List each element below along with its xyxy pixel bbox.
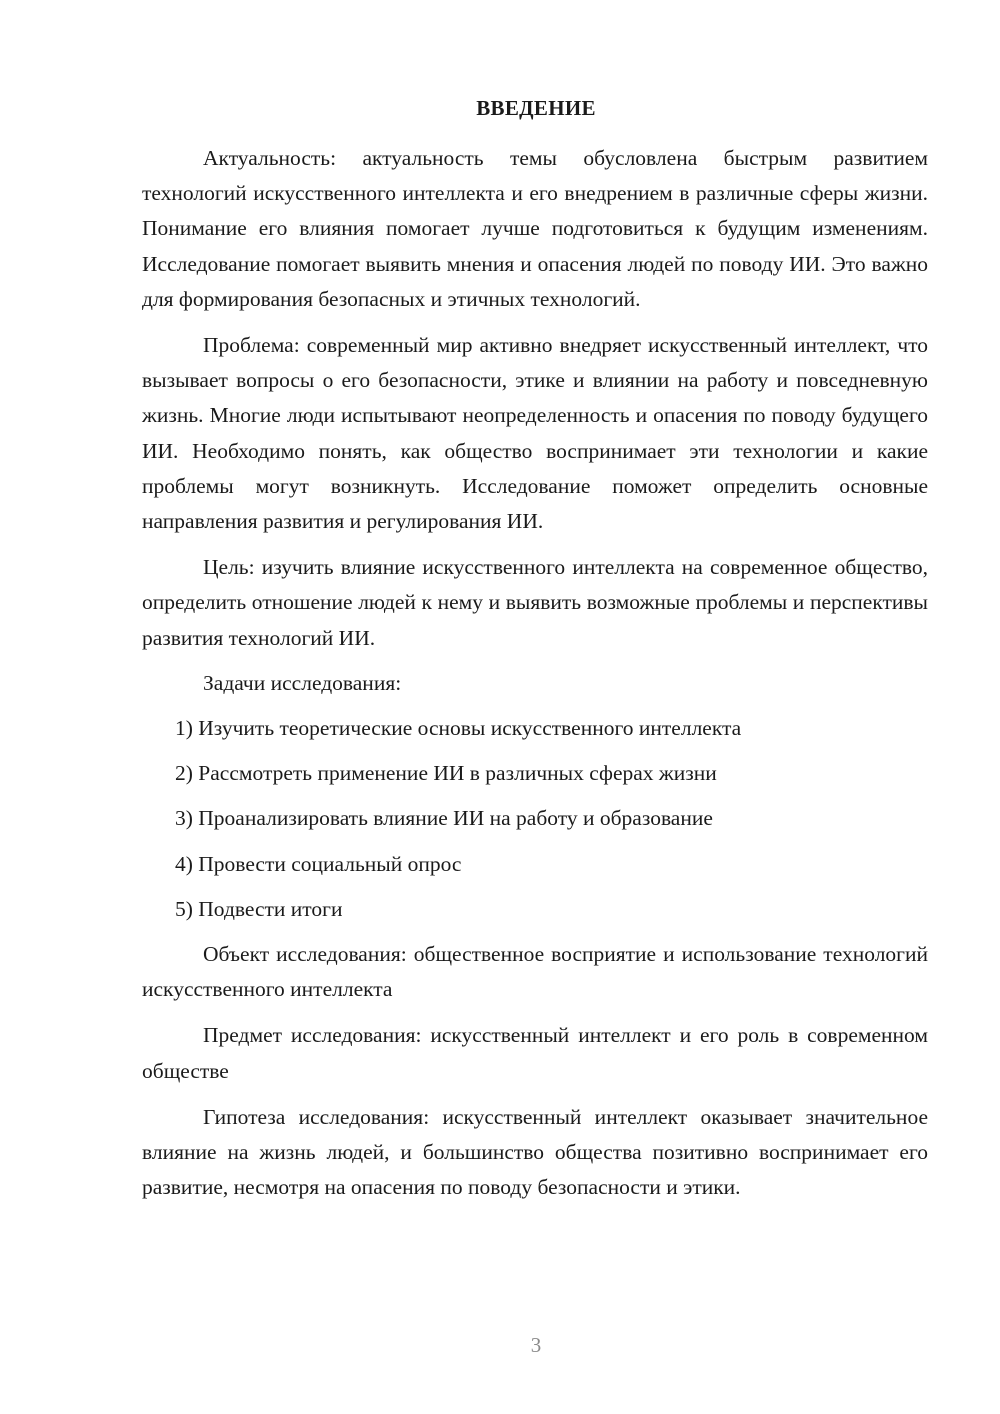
paragraph-hypothesis: Гипотеза исследования: искусственный интеллект оказывает значительное влияние на жизнь людей, и большинство общества позитивно воспринимает его развитие, несмотря на опасения по поводу безопасности и этики. xyxy=(142,1104,928,1200)
paragraph-subject: Предмет исследования: искусственный интеллект и его роль в современном обществе xyxy=(142,1023,928,1083)
list-item: 2) Рассмотреть применение ИИ в различных сферах жизни xyxy=(175,761,717,786)
paragraph-relevance: Актуальность: актуальность темы обусловлена быстрым развитием технологий искусственного интеллекта и его внедрением в различные сферы жизни. Понимание его влияния помогает лучше подготовиться к будущим изменениям. Исследование помогает выявить мнения и опасения людей по поводу ИИ. Это важно для формирования безопасных и этичных технологий. xyxy=(142,146,928,311)
paragraph-problem: Проблема: современный мир активно внедряет искусственный интеллект, что вызывает вопросы о его безопасности, этике и влиянии на работу и повседневную жизнь. Многие люди испытывают неопределенность и опасения по поводу будущего ИИ. Необходимо понять, как общество воспринимает эти технологии и какие проблемы могут возникнуть. Исследование поможет определить основные направления развития и регулирования ИИ. xyxy=(142,333,928,534)
document-body xyxy=(142,141,928,1205)
list-item: 4) Провести социальный опрос xyxy=(175,851,462,876)
paragraph-goal: Цель: изучить влияние искусственного интеллекта на современное общество, определить отношение людей к нему и выявить возможные проблемы и перспективы развития технологий ИИ. xyxy=(142,555,928,650)
page-number: 3 xyxy=(530,1333,542,1357)
tasks-list xyxy=(142,711,928,927)
list-item: 3) Проанализировать влияние ИИ на работу и образование xyxy=(175,806,713,831)
list-item: 5) Подвести итоги xyxy=(175,896,343,921)
page-title: ВВЕДЕНИЕ xyxy=(476,96,596,120)
paragraph-object: Объект исследования: общественное восприятие и использование технологий искусственного интеллекта xyxy=(142,942,928,1002)
tasks-heading: Задачи исследования: xyxy=(203,670,402,695)
list-item: 1) Изучить теоретические основы искусственного интеллекта xyxy=(175,716,742,741)
